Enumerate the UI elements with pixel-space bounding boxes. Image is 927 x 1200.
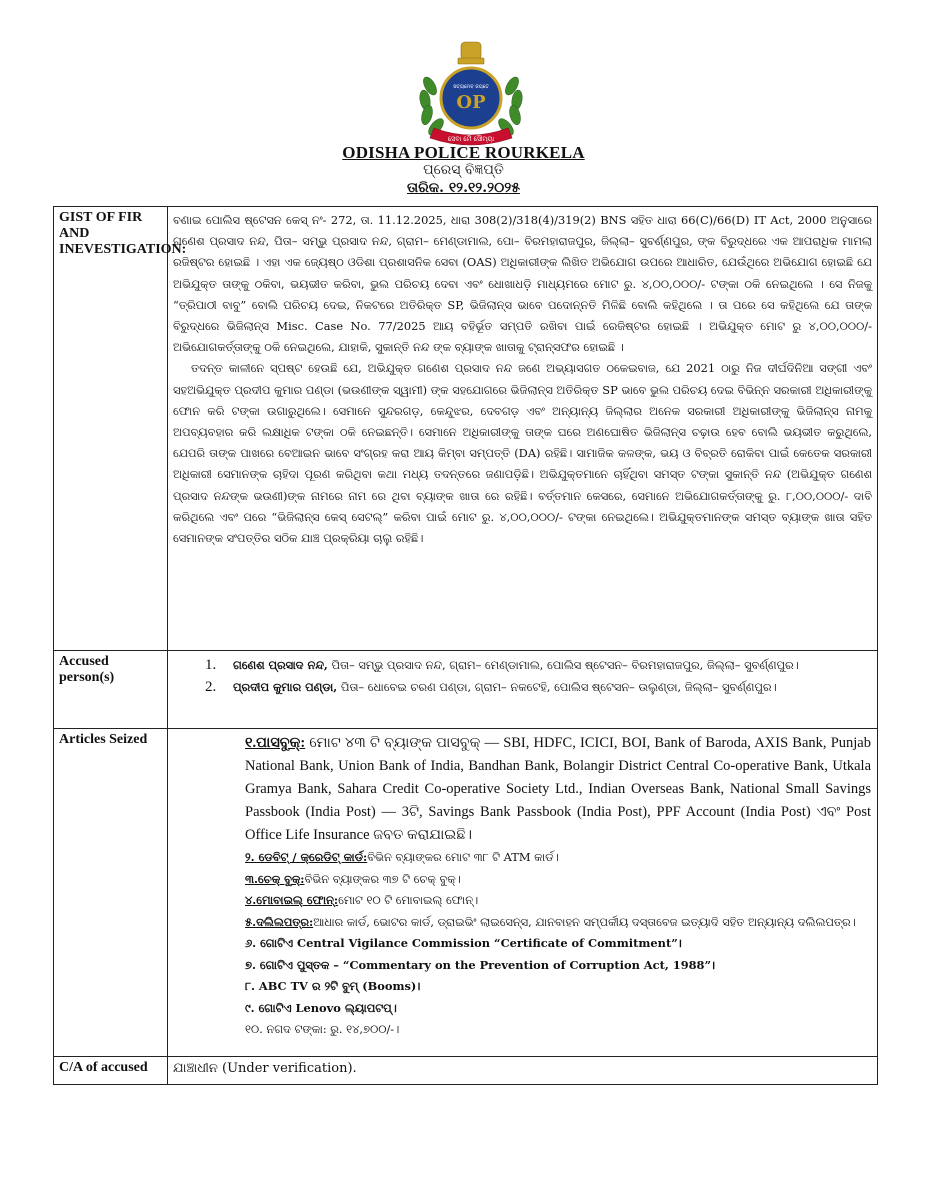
accused-number: 1. — [205, 657, 217, 673]
accused-details: ପିତା– ଧୋବେଇ ଚରଣ ପଣ୍ଡା, ଗ୍ରାମ– ନକଟେହି, ପୋଲିସ ଷ୍ଟେସନ– ଉଲୁଣ୍ଡା, ଜିଲ୍ଲା– ସୁବର୍ଣ୍ଣପୁର। — [337, 680, 777, 694]
article-item — [245, 890, 871, 912]
article-item — [173, 732, 871, 847]
articles-row — [54, 729, 878, 1057]
article-item-clipped — [245, 1019, 871, 1036]
article-item — [245, 869, 871, 891]
article-text: ଆଧାର କାର୍ଡ, ଭୋଟର କାର୍ଡ, ଡ୍ରାଇଭିଂ ଲାଇସେନ୍ସ, ଯାନବାହନ ସମ୍ପର୍କୀୟ ଦସ୍ତାବେଜ ଇତ୍ୟାଦି ସହିତ ଅନ୍ୟାନ୍ୟ ଦଲିଲପତ୍ର। — [313, 914, 856, 929]
page-title: ODISHA POLICE ROURKELA — [342, 143, 585, 162]
accused-details: ପିତା– ସମ୍ଭୁ ପ୍ରସାଦ ନନ୍ଦ, ଗ୍ରାମ– ମେଣ୍ଡାମାଲ, ପୋଲିସ ଷ୍ଟେସନ– ବିରମହାରାଜପୁର, ଜିଲ୍ଲା– ସୁବର୍ଣ୍ଣପୁର। — [327, 658, 799, 672]
emblem-banner-text: ସେବା ମୈ ସୌମ୍ୟା — [447, 135, 495, 143]
article-text: ବିଭିନ ବ୍ୟାଙ୍କର ମୋଟ ୩୮ ଟି ATM କାର୍ଡ। — [367, 850, 559, 864]
article-text: ବିଭିନ ବ୍ୟାଙ୍କର ୩୭ ଟି ଚେକ୍ ବୁକ୍। — [304, 871, 461, 886]
articles-label: Articles Seized — [54, 729, 168, 1057]
article-heading: ୩.ଚେକ୍ ବୁକ୍: — [245, 871, 305, 886]
article-item: ୭. ଗୋଟିଏ ପୁସ୍ତକ – “Commentary on the Prevention of Corruption Act, 1988”। — [245, 957, 716, 972]
gist-paragraph-1: ବଣାଇ ପୋଲିସ ଷ୍ଟେସନ କେସ୍ ନଂ- 272, ତା. 11.12.2025, ଧାରା 308(2)/318(4)/319(2) BNS ସହିତ ଧାରା 66(C)/66(D) IT Act, 2000 ଅନୁସାରେ ଗଣେଶ ପ୍ରସାଦ ନନ୍ଦ, ପିତା– ସମ୍ଭୁ ପ୍ରସାଦ ନନ୍ଦ, ଗ୍ରାମ– ମେଣ୍ଡାମାଲ, ପୋ– ବିରମହାରାଜପୁର, ଜିଲ୍ଲା– ସୁବର୍ଣ୍ଣପୁର, ଙ୍କ ବିରୁଦ୍ଧରେ ଏକ ଆପରାଧିକ ମାମଲା ରଜିଷ୍ଟର ହୋଇଛି । ଏହା ଏକ ଜ୍ୟେଷ୍ଠ ଓଡିଶା ପ୍ରଶାସନିକ ସେବା (OAS) ଅଧିକାରୀଙ୍କ ଲିଖିତ ଅଭିଯୋଗ ଉପରେ ଆଧାରିତ, ଯେଉଁଥିରେ ଅଭିଯୋଗ ହୋଇଛି ଯେ ଅଭିଯୁକ୍ତ ତାଙ୍କୁ ଠକିବା, ଭୟଭୀତ କରିବା, ଭୁଲ ପରିଚୟ ଦେବା ଏବଂ ଧୋଖାଧଡ଼ି ମାଧ୍ୟମରେ ମୋଟ ରୁ. ୪,୦୦,୦୦୦/- ଟଙ୍କା ଠକି ନେଇଥିଲେ । ସେ ନିଜକୁ “ତ୍ରିପାଠୀ ବାବୁ” ବୋଲି ପରିଚୟ ଦେଇ, ନିକଟରେ ଅତିରିକ୍ତ SP, ଭିଜିଲାନ୍ସ ଭାବେ ପଦୋନ୍ନତି ମିଳିଛି ବୋଲି କହିଥିଲେ । ତା ପରେ ସେ କହିଥିଲେ ଯେ ତାଙ୍କ ବିରୁଦ୍ଧରେ ଭିଜିଲାନ୍ସ Misc. Case No. 77/2025 ଆୟ ବହିର୍ଭୂତ ସମ୍ପତି ରଖିବା ପାଇଁ ରେଜିଷ୍ଟର ହୋଇଛି । ଅଭିଯୁକ୍ତ ମୋଟ ରୁ ୪,୦୦,୦୦୦/- ଅଭିଯୋଗକର୍ତ୍ତାଙ୍କୁ ଠକି ନେଇଥିଲେ, ଯାହାକି, ସୁକାନ୍ତି ନନ୍ଦ ଙ୍କ ବ୍ୟାଙ୍କ ଖାତାକୁ ଟ୍ରାନ୍ସଫର ହୋଇଛି । — [173, 213, 872, 355]
gist-label: GIST OF FIR AND INEVESTIGATION: — [54, 207, 168, 651]
article-heading: ୪.ମୋବାଇଲ୍ ଫୋନ୍: — [245, 893, 339, 907]
release-date: ତାରିକ. ୧୨.୧୨.୨୦୨୫ — [407, 180, 520, 196]
ca-label: C/A of accused — [54, 1057, 168, 1085]
article-item: ୯. ଗୋଟିଏ Lenovo ଲ୍ୟାପଟପ୍। — [245, 1000, 397, 1015]
odisha-police-emblem — [412, 38, 530, 150]
accused-row — [54, 651, 878, 729]
gist-paragraph-2: ତଦନ୍ତ କାଳୀନେ ସ୍ପଷ୍ଟ ହେଉଛି ଯେ, ଅଭିଯୁକ୍ତ ଗଣେଶ ପ୍ରସାଦ ନନ୍ଦ ଜଣେ ଅଭ୍ୟାସଗତ ଠକେଇବାଜ, ଯେ 2021 ଠାରୁ ନିଜ ଦୀର୍ଘଦିନିଆ ସଙ୍ଗୀ ଏବଂ ସହଅଭିଯୁକ୍ତ ପ୍ରଦୀପ କୁମାର ପଣ୍ଡା (ଭଉଣୀଙ୍କ ସ୍ୱାମୀ) ଙ୍କ ସହଯୋଗରେ ଭିଜିଲାନ୍ସ ଅତିରିକ୍ତ SP ଭାବେ ଭୁଲ ପରିଚୟ ଦେଇ ବିଭିନ୍ନ ସରକାରୀ ଅଧିକାରୀଙ୍କୁ ଫୋନ କରି ଟଙ୍କା ଉଗାରୁଥିଲେ। ସେମାନେ ସୁନ୍ଦରଗଡ଼, କେନ୍ଦୁଝର, ଦେବଗଡ଼ ଏବଂ ଅନ୍ୟାନ୍ୟ ଜିଲ୍ଲାର ଅନେକ ସରକାରୀ ଅଧିକାରୀଙ୍କୁ ଭିଜିଲାନ୍ସ ନାମକୁ ଅପବ୍ୟବହାର କରି ଲକ୍ଷାଧିକ ଟଙ୍କା ଠକି ନେଇଛନ୍ତି। ସେମାନେ ଅଧିକାରୀଙ୍କୁ ତାଙ୍କ ଘରେ ଅଣଘୋଷିତ ଭିଜିଲାନ୍ସ ଚଢ଼ାଉ ହେବ ବୋଲି ଭୟଭୀତ କରୁଥିଲେ, ଯେପରି ତାଙ୍କ ପାଖରେ ବେଆଇନ ଭାବେ ସଂଗ୍ରହ କରା ଆୟ କିମ୍ବା ସମ୍ପତ୍ତି (DA) ରହିଛି। ସାମାଜିକ କଳଙ୍କ, ଭୟ ଓ ବିବ୍ରତି ରୋକିବା ପାଇଁ କେତେକ ସରକାରୀ ଅଧିକାରୀ ସେମାନଙ୍କ ଚାହିଦା ପୂରଣ କରିଥିବା କଥା ମଧ୍ୟ ତଦନ୍ତରେ ଜଣାପଡ଼ିଛି। ଅଭିଯୁକ୍ତମାନେ ଚାହିଁଥିବା ସମସ୍ତ ଟଙ୍କା ସୁକାନ୍ତି ନନ୍ଦ (ଅଭିଯୁକ୍ତ ଗଣେଶ ପ୍ରସାଦ ନନ୍ଦଙ୍କ ଭଉଣୀ)ଙ୍କ ନାମରେ ନାମ ରେ ଥିବା ବ୍ୟାଙ୍କ ଖାତା ରେ ରହିଛି। ବର୍ତ୍ତମାନ କେସରେ, ସେମାନେ ଅଭିଯୋଗକର୍ତ୍ତାଙ୍କୁ ରୁ. ୮,୦୦,୦୦୦/- ଦାବି କରିଥିଲେ ଏବଂ ପରେ “ଭିଜିଲାନ୍ସ କେସ୍ ସେଟଲ୍” କରିବା ପାଇଁ ମୋଟ ରୁ. ୪,୦୦,୦୦୦/- ଟଙ୍କା ନେଇଥିଲେ। ଅଭିଯୁକ୍ତମାନଙ୍କ ସମସ୍ତ ବ୍ୟାଙ୍କ ଖାତା ସହିତ ସେମାନଙ୍କ ସଂପତ୍ତିର ସଠିକ ଯାଞ୍ଚ ପ୍ରକ୍ରିୟା ଚାଲୁ ରହିଛି। — [173, 361, 872, 546]
svg-text:OP: OP — [456, 92, 486, 113]
gist-content — [168, 207, 878, 651]
article-item: ୮. ABC TV ର ୨ଟି ବୁମ୍ (Booms)। — [245, 979, 421, 993]
accused-name: ଗଣେଶ ପ୍ରସାଦ ନନ୍ଦ, — [233, 658, 328, 672]
press-release-heading: ପ୍ରେସ୍ ବିଜ୍ଞପ୍ତି — [423, 162, 504, 178]
article-item — [245, 912, 871, 934]
article-text: ମୋଟ ୧୦ ଟି ମୋବାଇଲ୍ ଫୋନ୍। — [338, 893, 479, 907]
ca-row — [54, 1057, 878, 1085]
accused-content — [168, 651, 878, 729]
accused-name: ପ୍ରଦୀପ କୁମାର ପଣ୍ଡା, — [233, 680, 338, 694]
articles-content — [168, 729, 878, 1057]
ca-value: ଯାଞ୍ଚାଧୀନ (Under verification). — [168, 1057, 878, 1085]
article-text: ୧୦. ନଗଦ ଟଙ୍କା: ରୁ. ୧୪,୭୦୦/-। — [245, 1022, 400, 1036]
article-item — [245, 847, 871, 869]
accused-item — [205, 654, 872, 676]
press-release-table — [53, 206, 878, 1085]
accused-list — [173, 654, 872, 698]
article-heading: ୧.ପାସବୁକ୍: — [245, 735, 306, 751]
article-item: ୬. ଗୋଟିଏ Central Vigilance Commission “Certificate of Commitment”। — [245, 936, 683, 950]
accused-label: Accused person(s) — [54, 651, 168, 729]
accused-item — [205, 676, 872, 698]
accused-number: 2. — [205, 679, 217, 695]
article-heading: ୨. ଡେବିଟ୍ / କ୍ରେଡିଟ୍ କାର୍ଡ: — [245, 850, 368, 864]
article-text: ମୋଟ ୪୩ ଟି ବ୍ୟାଙ୍କ ପାସବୁକ୍ — SBI, HDFC, ICICI, BOI, Bank of Baroda, AXIS Bank, Punjab National Bank, Union Bank of India, Bandhan Bank, Bolangir District Central Co-operative Bank, Utkala Gramya Bank, Sahara Credit Co-operative Society Ltd., Indian Overseas Bank, National Small Savings Passbook (India Post) — 3ଟି, Savings Bank Passbook (India Post), PPF Account (India Post) ଏବଂ Post Office Life Insurance ଜବତ କରାଯାଇଛି। — [245, 735, 871, 843]
gist-row — [54, 207, 878, 651]
article-heading: ୫.ଦଲିଲପତ୍ର: — [245, 914, 314, 929]
emblem-top-text: ସତ୍ୟମେବ ଜୟତେ — [453, 84, 489, 90]
